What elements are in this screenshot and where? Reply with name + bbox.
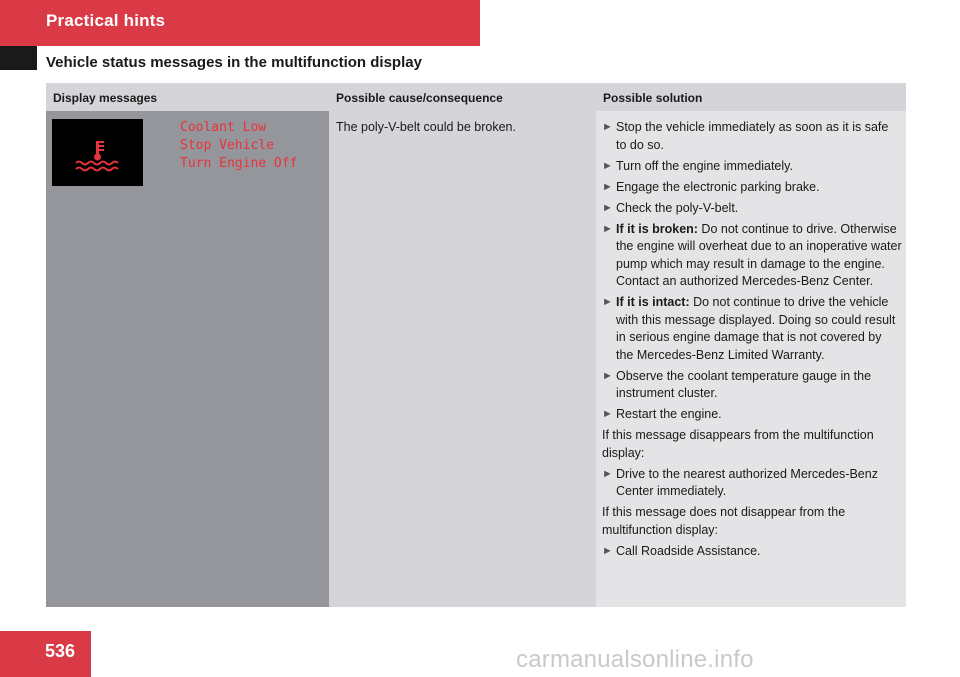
arrow-right-icon: ► — [602, 544, 613, 557]
solution-step-text: Restart the engine. — [616, 407, 722, 421]
arrow-right-icon: ► — [602, 222, 613, 235]
page-number: 536 — [45, 641, 76, 661]
watermark: carmanualsonline.info — [516, 646, 754, 673]
solution-step-text: Call Roadside Assistance. — [616, 543, 761, 558]
solution-step — [602, 221, 902, 291]
solution-step-text: Observe the coolant temperature gauge in the instrument cluster. — [616, 368, 872, 400]
header-band — [0, 0, 480, 46]
cause-text: The poly-V-belt could be broken. — [336, 120, 516, 134]
display-messages-cell — [46, 111, 329, 607]
solution-step — [602, 200, 902, 218]
solution-step — [602, 368, 902, 403]
coolant-temperature-icon — [52, 119, 143, 186]
solution-step-text: Stop the vehicle immediately as soon as it is safe to do so. — [616, 120, 889, 152]
section-marker — [0, 46, 37, 70]
solution-step — [602, 466, 902, 501]
solution-step-text: Do not continue to drive. Otherwise the engine will overheat due to an inoperative water pump which may result in damage to the engine. Contact an authorized Mercedes-Benz Center. — [616, 221, 902, 288]
possible-solution-cell — [596, 111, 906, 607]
solution-step — [602, 158, 902, 176]
arrow-right-icon: ► — [602, 121, 613, 133]
solution-step — [602, 179, 902, 197]
solution-step — [602, 406, 902, 424]
display-message-text — [180, 119, 297, 173]
solution-list — [602, 119, 902, 564]
header-possible-cause: Possible cause/consequence — [336, 91, 503, 105]
arrow-right-icon: ► — [602, 408, 613, 420]
page-header-title: Practical hints — [46, 11, 166, 30]
arrow-right-icon: ► — [602, 180, 613, 193]
arrow-right-icon: ► — [602, 201, 613, 214]
display-line-1: Coolant Low — [180, 120, 267, 135]
solution-step-text: Drive to the nearest authorized Mercedes-Benz Center immediately. — [616, 466, 878, 498]
page-number-box — [0, 631, 91, 677]
solution-step-text: Turn off the engine immediately. — [616, 158, 793, 173]
arrow-right-icon: ► — [602, 369, 613, 382]
solution-step — [602, 294, 902, 364]
header-possible-solution: Possible solution — [603, 91, 703, 105]
solution-paragraph: If this message does not disappear from the multifunction display: — [602, 505, 846, 537]
solution-step-label: If it is broken: — [616, 221, 698, 236]
arrow-right-icon: ► — [602, 296, 613, 308]
solution-paragraph: If this message disappears from the multifunction display: — [602, 428, 874, 460]
section-title: Vehicle status messages in the multifunction display — [46, 54, 422, 71]
display-line-2: Stop Vehicle — [180, 138, 274, 153]
header-display-messages: Display messages — [53, 91, 158, 105]
table-header-row — [46, 83, 906, 111]
solution-step-label: If it is intact: — [616, 295, 690, 309]
arrow-right-icon: ► — [602, 159, 613, 172]
solution-step — [602, 119, 902, 154]
solution-step-text: Engage the electronic parking brake. — [616, 179, 820, 194]
solution-step-text: Do not continue to drive the vehicle with this message displayed. Doing so could result in serious engine damage that is not covered by the Mercedes-Benz Limited Warranty. — [616, 295, 896, 362]
arrow-right-icon: ► — [602, 467, 613, 480]
possible-cause-cell — [329, 111, 596, 607]
display-line-3: Turn Engine Off — [180, 156, 298, 171]
solution-step-text: Check the poly-V-belt. — [616, 200, 739, 215]
status-messages-table — [46, 83, 906, 607]
solution-step — [602, 543, 902, 561]
